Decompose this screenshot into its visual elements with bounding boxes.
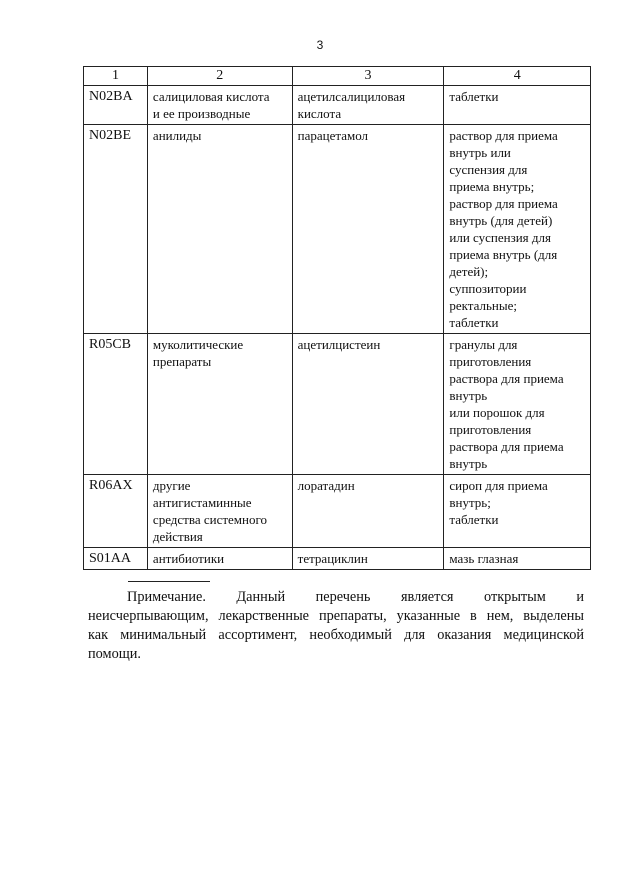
- substance-cell: [292, 125, 444, 334]
- cell-line: внутрь;: [449, 495, 491, 510]
- note: [88, 588, 584, 664]
- cell-line: детей);: [449, 264, 489, 279]
- cell-line: приема внутрь;: [449, 179, 535, 194]
- cell-line: раствор для приема: [449, 196, 558, 211]
- column-header: 3: [292, 67, 444, 86]
- atc-code-cell: R06AX: [84, 475, 148, 548]
- cell-line: лоратадин: [297, 478, 355, 493]
- table-row: [84, 86, 591, 125]
- cell-line: приготовления: [449, 422, 532, 437]
- cell-line: препараты: [152, 354, 212, 369]
- cell-line: внутрь или: [449, 145, 511, 160]
- cell-line: внутрь (для детей): [449, 213, 553, 228]
- cell-line: приготовления: [449, 354, 532, 369]
- substance-cell: [292, 475, 444, 548]
- column-header: 1: [84, 67, 148, 86]
- group-cell: [147, 86, 292, 125]
- substance-cell: [292, 334, 444, 475]
- atc-code-cell: S01AA: [84, 548, 148, 570]
- cell-line: суспензия для: [449, 162, 528, 177]
- dosage-form-cell: [444, 125, 591, 334]
- cell-line: таблетки: [449, 315, 499, 330]
- cell-line: парацетамол: [297, 128, 369, 143]
- cell-line: сироп для приема: [449, 478, 548, 493]
- cell-line: другие: [152, 478, 191, 493]
- cell-line: ректальные;: [449, 298, 518, 313]
- cell-line: и ее производные: [152, 106, 251, 121]
- table-row: [84, 548, 591, 570]
- dosage-form-cell: [444, 548, 591, 570]
- column-header: 4: [444, 67, 591, 86]
- cell-line: гранулы для: [449, 337, 518, 352]
- cell-line: кислота: [297, 106, 342, 121]
- cell-line: средства системного: [152, 512, 267, 527]
- cell-line: приема внутрь (для: [449, 247, 558, 262]
- note-line: Примечание. Данный перечень является открытым и: [127, 589, 584, 605]
- atc-code-cell: N02BE: [84, 125, 148, 334]
- dosage-form-cell: [444, 334, 591, 475]
- group-cell: [147, 125, 292, 334]
- cell-line: раствор для приема: [449, 128, 558, 143]
- note-line: неисчерпывающим, лекарственные препараты, указанные в нем, выделены: [88, 608, 584, 624]
- cell-line: ацетилсалициловая: [297, 89, 406, 104]
- cell-line: или суспензия для: [449, 230, 551, 245]
- cell-line: суппозитории: [449, 281, 527, 296]
- table-header-row: [84, 67, 591, 86]
- drug-table: [83, 66, 591, 570]
- group-cell: [147, 475, 292, 548]
- table-row: [84, 125, 591, 334]
- dosage-form-cell: [444, 86, 591, 125]
- atc-code-cell: R05CB: [84, 334, 148, 475]
- atc-code-cell: N02BA: [84, 86, 148, 125]
- substance-cell: [292, 86, 444, 125]
- cell-line: антибиотики: [152, 551, 225, 566]
- substance-cell: [292, 548, 444, 570]
- column-header: 2: [147, 67, 292, 86]
- cell-line: раствора для приема: [449, 371, 564, 386]
- cell-line: тетрациклин: [297, 551, 368, 566]
- cell-line: антигистаминные: [152, 495, 252, 510]
- cell-line: или порошок для: [449, 405, 545, 420]
- cell-line: внутрь: [449, 388, 488, 403]
- note-line: помощи.: [88, 646, 141, 662]
- cell-line: действия: [152, 529, 203, 544]
- note-divider: [128, 581, 210, 582]
- cell-line: анилиды: [152, 128, 202, 143]
- cell-line: салициловая кислота: [152, 89, 270, 104]
- cell-line: внутрь: [449, 456, 488, 471]
- page-number: 3: [316, 38, 324, 52]
- table-row: [84, 475, 591, 548]
- cell-line: мазь глазная: [449, 551, 519, 566]
- cell-line: раствора для приема: [449, 439, 564, 454]
- group-cell: [147, 334, 292, 475]
- cell-line: таблетки: [449, 89, 499, 104]
- dosage-form-cell: [444, 475, 591, 548]
- cell-line: таблетки: [449, 512, 499, 527]
- cell-line: ацетилцистеин: [297, 337, 381, 352]
- table-row: [84, 334, 591, 475]
- group-cell: [147, 548, 292, 570]
- note-line: как минимальный ассортимент, необходимый для оказания медицинской: [88, 627, 584, 643]
- cell-line: муколитические: [152, 337, 244, 352]
